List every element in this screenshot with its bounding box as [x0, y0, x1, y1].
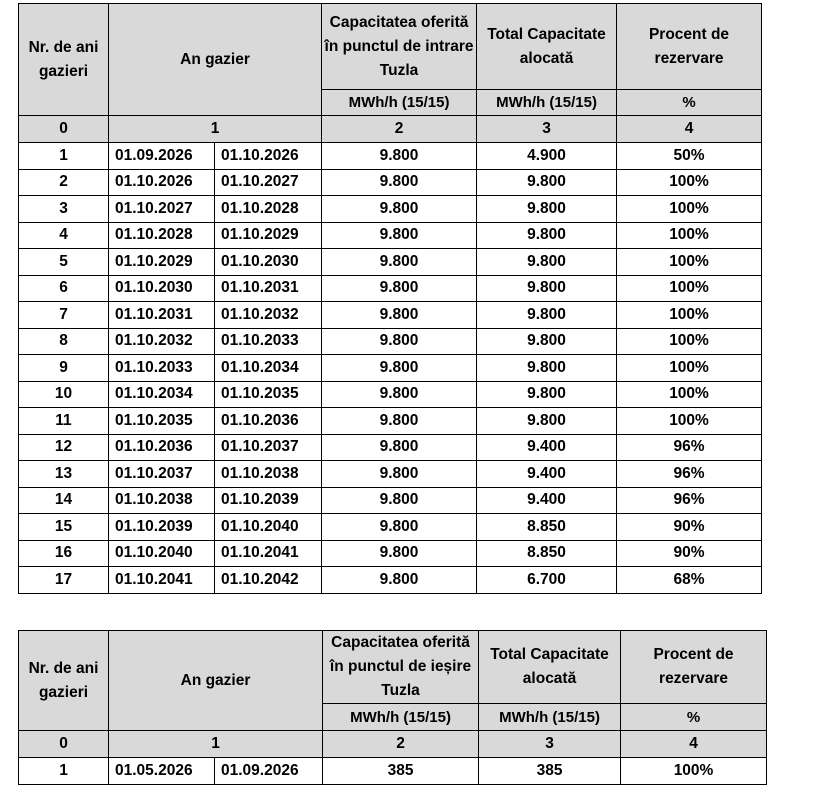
reservation-percent-cell: 100% — [617, 302, 762, 329]
allocated-capacity-cell: 9.800 — [477, 302, 617, 329]
unit-capacitate: MWh/h (15/15) — [323, 704, 479, 731]
year-number-cell: 15 — [19, 514, 109, 541]
offered-capacity-cell: 9.800 — [322, 461, 477, 488]
end-date-cell: 01.10.2031 — [215, 275, 322, 302]
unit-procent: % — [621, 704, 767, 731]
reservation-percent-cell: 90% — [617, 514, 762, 541]
exit-capacity-table — [18, 630, 767, 785]
table-row — [19, 487, 762, 514]
year-number-cell: 10 — [19, 381, 109, 408]
header-capacitate-oferita: Capacitatea oferită în punctul de ieșire Tuzla — [323, 631, 479, 704]
year-number-cell: 1 — [19, 758, 109, 785]
table-row — [19, 434, 762, 461]
start-date-cell: 01.10.2035 — [109, 408, 215, 435]
reservation-percent-cell: 50% — [617, 143, 762, 170]
offered-capacity-cell: 9.800 — [322, 328, 477, 355]
start-date-cell: 01.10.2030 — [109, 275, 215, 302]
allocated-capacity-cell: 8.850 — [477, 514, 617, 541]
reservation-percent-cell: 100% — [617, 275, 762, 302]
end-date-cell: 01.10.2030 — [215, 249, 322, 276]
year-number-cell: 9 — [19, 355, 109, 382]
table-row — [19, 408, 762, 435]
reservation-percent-cell: 100% — [617, 222, 762, 249]
year-number-cell: 5 — [19, 249, 109, 276]
end-date-cell: 01.09.2026 — [215, 758, 323, 785]
offered-capacity-cell: 9.800 — [322, 487, 477, 514]
unit-procent: % — [617, 90, 762, 116]
header-an-gazier: An gazier — [109, 4, 322, 116]
table-row — [19, 355, 762, 382]
unit-capacitate: MWh/h (15/15) — [322, 90, 477, 116]
start-date-cell: 01.10.2031 — [109, 302, 215, 329]
start-date-cell: 01.10.2041 — [109, 567, 215, 594]
header-an-gazier: An gazier — [109, 631, 323, 731]
offered-capacity-cell: 9.800 — [322, 196, 477, 223]
reservation-percent-cell: 100% — [621, 758, 767, 785]
table-row — [19, 758, 767, 785]
allocated-capacity-cell: 9.800 — [477, 222, 617, 249]
start-date-cell: 01.10.2029 — [109, 249, 215, 276]
year-number-cell: 16 — [19, 540, 109, 567]
reservation-percent-cell: 100% — [617, 328, 762, 355]
table-row — [19, 143, 762, 170]
offered-capacity-cell: 9.800 — [322, 302, 477, 329]
entry-capacity-table — [18, 3, 762, 594]
reservation-percent-cell: 96% — [617, 487, 762, 514]
end-date-cell: 01.10.2033 — [215, 328, 322, 355]
end-date-cell: 01.10.2026 — [215, 143, 322, 170]
index-cell: 3 — [479, 731, 621, 758]
allocated-capacity-cell: 9.800 — [477, 355, 617, 382]
end-date-cell: 01.10.2037 — [215, 434, 322, 461]
header-total-capacitate: Total Capacitate alocată — [477, 4, 617, 90]
start-date-cell: 01.10.2037 — [109, 461, 215, 488]
header-nr-ani: Nr. de ani gazieri — [19, 631, 109, 731]
start-date-cell: 01.10.2038 — [109, 487, 215, 514]
table-row — [19, 461, 762, 488]
index-cell: 0 — [19, 731, 109, 758]
header-nr-ani: Nr. de ani gazieri — [19, 4, 109, 116]
table-row — [19, 514, 762, 541]
allocated-capacity-cell: 6.700 — [477, 567, 617, 594]
allocated-capacity-cell: 9.800 — [477, 196, 617, 223]
year-number-cell: 11 — [19, 408, 109, 435]
allocated-capacity-cell: 9.800 — [477, 249, 617, 276]
start-date-cell: 01.10.2034 — [109, 381, 215, 408]
index-cell: 2 — [322, 116, 477, 143]
year-number-cell: 13 — [19, 461, 109, 488]
offered-capacity-cell: 9.800 — [322, 355, 477, 382]
unit-total: MWh/h (15/15) — [479, 704, 621, 731]
start-date-cell: 01.10.2033 — [109, 355, 215, 382]
end-date-cell: 01.10.2027 — [215, 169, 322, 196]
reservation-percent-cell: 100% — [617, 196, 762, 223]
year-number-cell: 1 — [19, 143, 109, 170]
table-row — [19, 169, 762, 196]
end-date-cell: 01.10.2042 — [215, 567, 322, 594]
offered-capacity-cell: 9.800 — [322, 275, 477, 302]
table-row — [19, 302, 762, 329]
offered-capacity-cell: 9.800 — [322, 143, 477, 170]
start-date-cell: 01.10.2032 — [109, 328, 215, 355]
offered-capacity-cell: 9.800 — [322, 434, 477, 461]
table-row — [19, 567, 762, 594]
year-number-cell: 6 — [19, 275, 109, 302]
end-date-cell: 01.10.2035 — [215, 381, 322, 408]
end-date-cell: 01.10.2040 — [215, 514, 322, 541]
end-date-cell: 01.10.2028 — [215, 196, 322, 223]
table-row — [19, 249, 762, 276]
index-cell: 2 — [323, 731, 479, 758]
offered-capacity-cell: 9.800 — [322, 381, 477, 408]
end-date-cell: 01.10.2038 — [215, 461, 322, 488]
index-cell: 1 — [109, 116, 322, 143]
index-cell: 0 — [19, 116, 109, 143]
allocated-capacity-cell: 8.850 — [477, 540, 617, 567]
offered-capacity-cell: 9.800 — [322, 408, 477, 435]
start-date-cell: 01.10.2027 — [109, 196, 215, 223]
start-date-cell: 01.05.2026 — [109, 758, 215, 785]
allocated-capacity-cell: 9.400 — [477, 434, 617, 461]
table-row — [19, 381, 762, 408]
end-date-cell: 01.10.2041 — [215, 540, 322, 567]
reservation-percent-cell: 68% — [617, 567, 762, 594]
table-row — [19, 275, 762, 302]
reservation-percent-cell: 90% — [617, 540, 762, 567]
offered-capacity-cell: 385 — [323, 758, 479, 785]
index-cell: 4 — [617, 116, 762, 143]
year-number-cell: 14 — [19, 487, 109, 514]
reservation-percent-cell: 96% — [617, 461, 762, 488]
header-total-capacitate: Total Capacitate alocată — [479, 631, 621, 704]
offered-capacity-cell: 9.800 — [322, 249, 477, 276]
allocated-capacity-cell: 9.400 — [477, 461, 617, 488]
end-date-cell: 01.10.2039 — [215, 487, 322, 514]
header-procent-rezervare: Procent de rezervare — [621, 631, 767, 704]
reservation-percent-cell: 96% — [617, 434, 762, 461]
start-date-cell: 01.10.2028 — [109, 222, 215, 249]
table-row — [19, 540, 762, 567]
header-procent-rezervare: Procent de rezervare — [617, 4, 762, 90]
end-date-cell: 01.10.2029 — [215, 222, 322, 249]
offered-capacity-cell: 9.800 — [322, 169, 477, 196]
year-number-cell: 12 — [19, 434, 109, 461]
end-date-cell: 01.10.2034 — [215, 355, 322, 382]
allocated-capacity-cell: 4.900 — [477, 143, 617, 170]
reservation-percent-cell: 100% — [617, 249, 762, 276]
allocated-capacity-cell: 9.400 — [477, 487, 617, 514]
year-number-cell: 4 — [19, 222, 109, 249]
year-number-cell: 8 — [19, 328, 109, 355]
allocated-capacity-cell: 9.800 — [477, 169, 617, 196]
reservation-percent-cell: 100% — [617, 169, 762, 196]
allocated-capacity-cell: 9.800 — [477, 381, 617, 408]
start-date-cell: 01.10.2026 — [109, 169, 215, 196]
index-cell: 1 — [109, 731, 323, 758]
end-date-cell: 01.10.2032 — [215, 302, 322, 329]
reservation-percent-cell: 100% — [617, 408, 762, 435]
offered-capacity-cell: 9.800 — [322, 514, 477, 541]
table-row — [19, 328, 762, 355]
year-number-cell: 17 — [19, 567, 109, 594]
start-date-cell: 01.10.2036 — [109, 434, 215, 461]
reservation-percent-cell: 100% — [617, 355, 762, 382]
year-number-cell: 2 — [19, 169, 109, 196]
start-date-cell: 01.10.2039 — [109, 514, 215, 541]
table-row — [19, 196, 762, 223]
end-date-cell: 01.10.2036 — [215, 408, 322, 435]
header-capacitate-oferita: Capacitatea oferită în punctul de intrare Tuzla — [322, 4, 477, 90]
offered-capacity-cell: 9.800 — [322, 567, 477, 594]
allocated-capacity-cell: 385 — [479, 758, 621, 785]
start-date-cell: 01.09.2026 — [109, 143, 215, 170]
allocated-capacity-cell: 9.800 — [477, 275, 617, 302]
reservation-percent-cell: 100% — [617, 381, 762, 408]
year-number-cell: 7 — [19, 302, 109, 329]
start-date-cell: 01.10.2040 — [109, 540, 215, 567]
allocated-capacity-cell: 9.800 — [477, 408, 617, 435]
offered-capacity-cell: 9.800 — [322, 222, 477, 249]
allocated-capacity-cell: 9.800 — [477, 328, 617, 355]
index-cell: 4 — [621, 731, 767, 758]
year-number-cell: 3 — [19, 196, 109, 223]
index-cell: 3 — [477, 116, 617, 143]
table-row — [19, 222, 762, 249]
offered-capacity-cell: 9.800 — [322, 540, 477, 567]
unit-total: MWh/h (15/15) — [477, 90, 617, 116]
